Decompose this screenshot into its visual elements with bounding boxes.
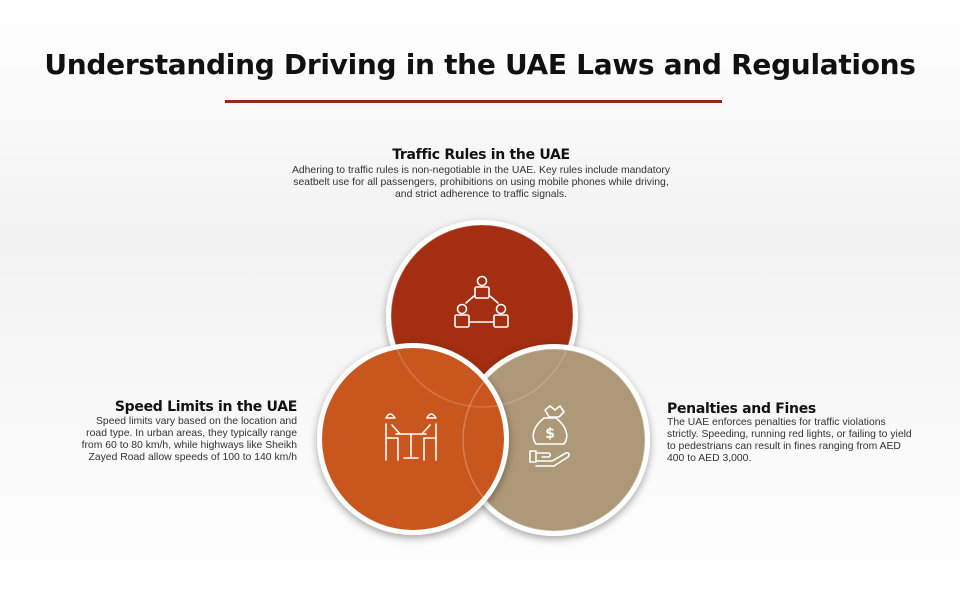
speed-limits-description: Speed limits vary based on the location and road type. In urban areas, they typically range from 60 to 80 km/h, while highways like Sheikh Zayed Road allow speeds of 100 to 140 km/h bbox=[81, 416, 297, 463]
circle-speed-limits bbox=[317, 343, 509, 535]
penalties-description: The UAE enforces penalties for traffic violations strictly. Speeding, running red lights, or failing to yield to pedestrians can result in fines ranging from AED 400 to AED 3,000. bbox=[667, 417, 912, 464]
penalties-heading: Penalties and Fines bbox=[667, 401, 816, 417]
svg-text:$: $ bbox=[545, 426, 555, 442]
page-title: Understanding Driving in the UAE Laws and Regulations bbox=[44, 48, 916, 81]
traffic-rules-heading: Traffic Rules in the UAE bbox=[392, 147, 570, 163]
speed-limits-heading: Speed Limits in the UAE bbox=[114, 399, 297, 415]
traffic-rules-description: Adhering to traffic rules is non-negotiable in the UAE. Key rules include mandatory seatbelt use for all passengers, prohibitions on using mobile phones while driving, and strict adherence to traffic signals. bbox=[291, 165, 671, 200]
